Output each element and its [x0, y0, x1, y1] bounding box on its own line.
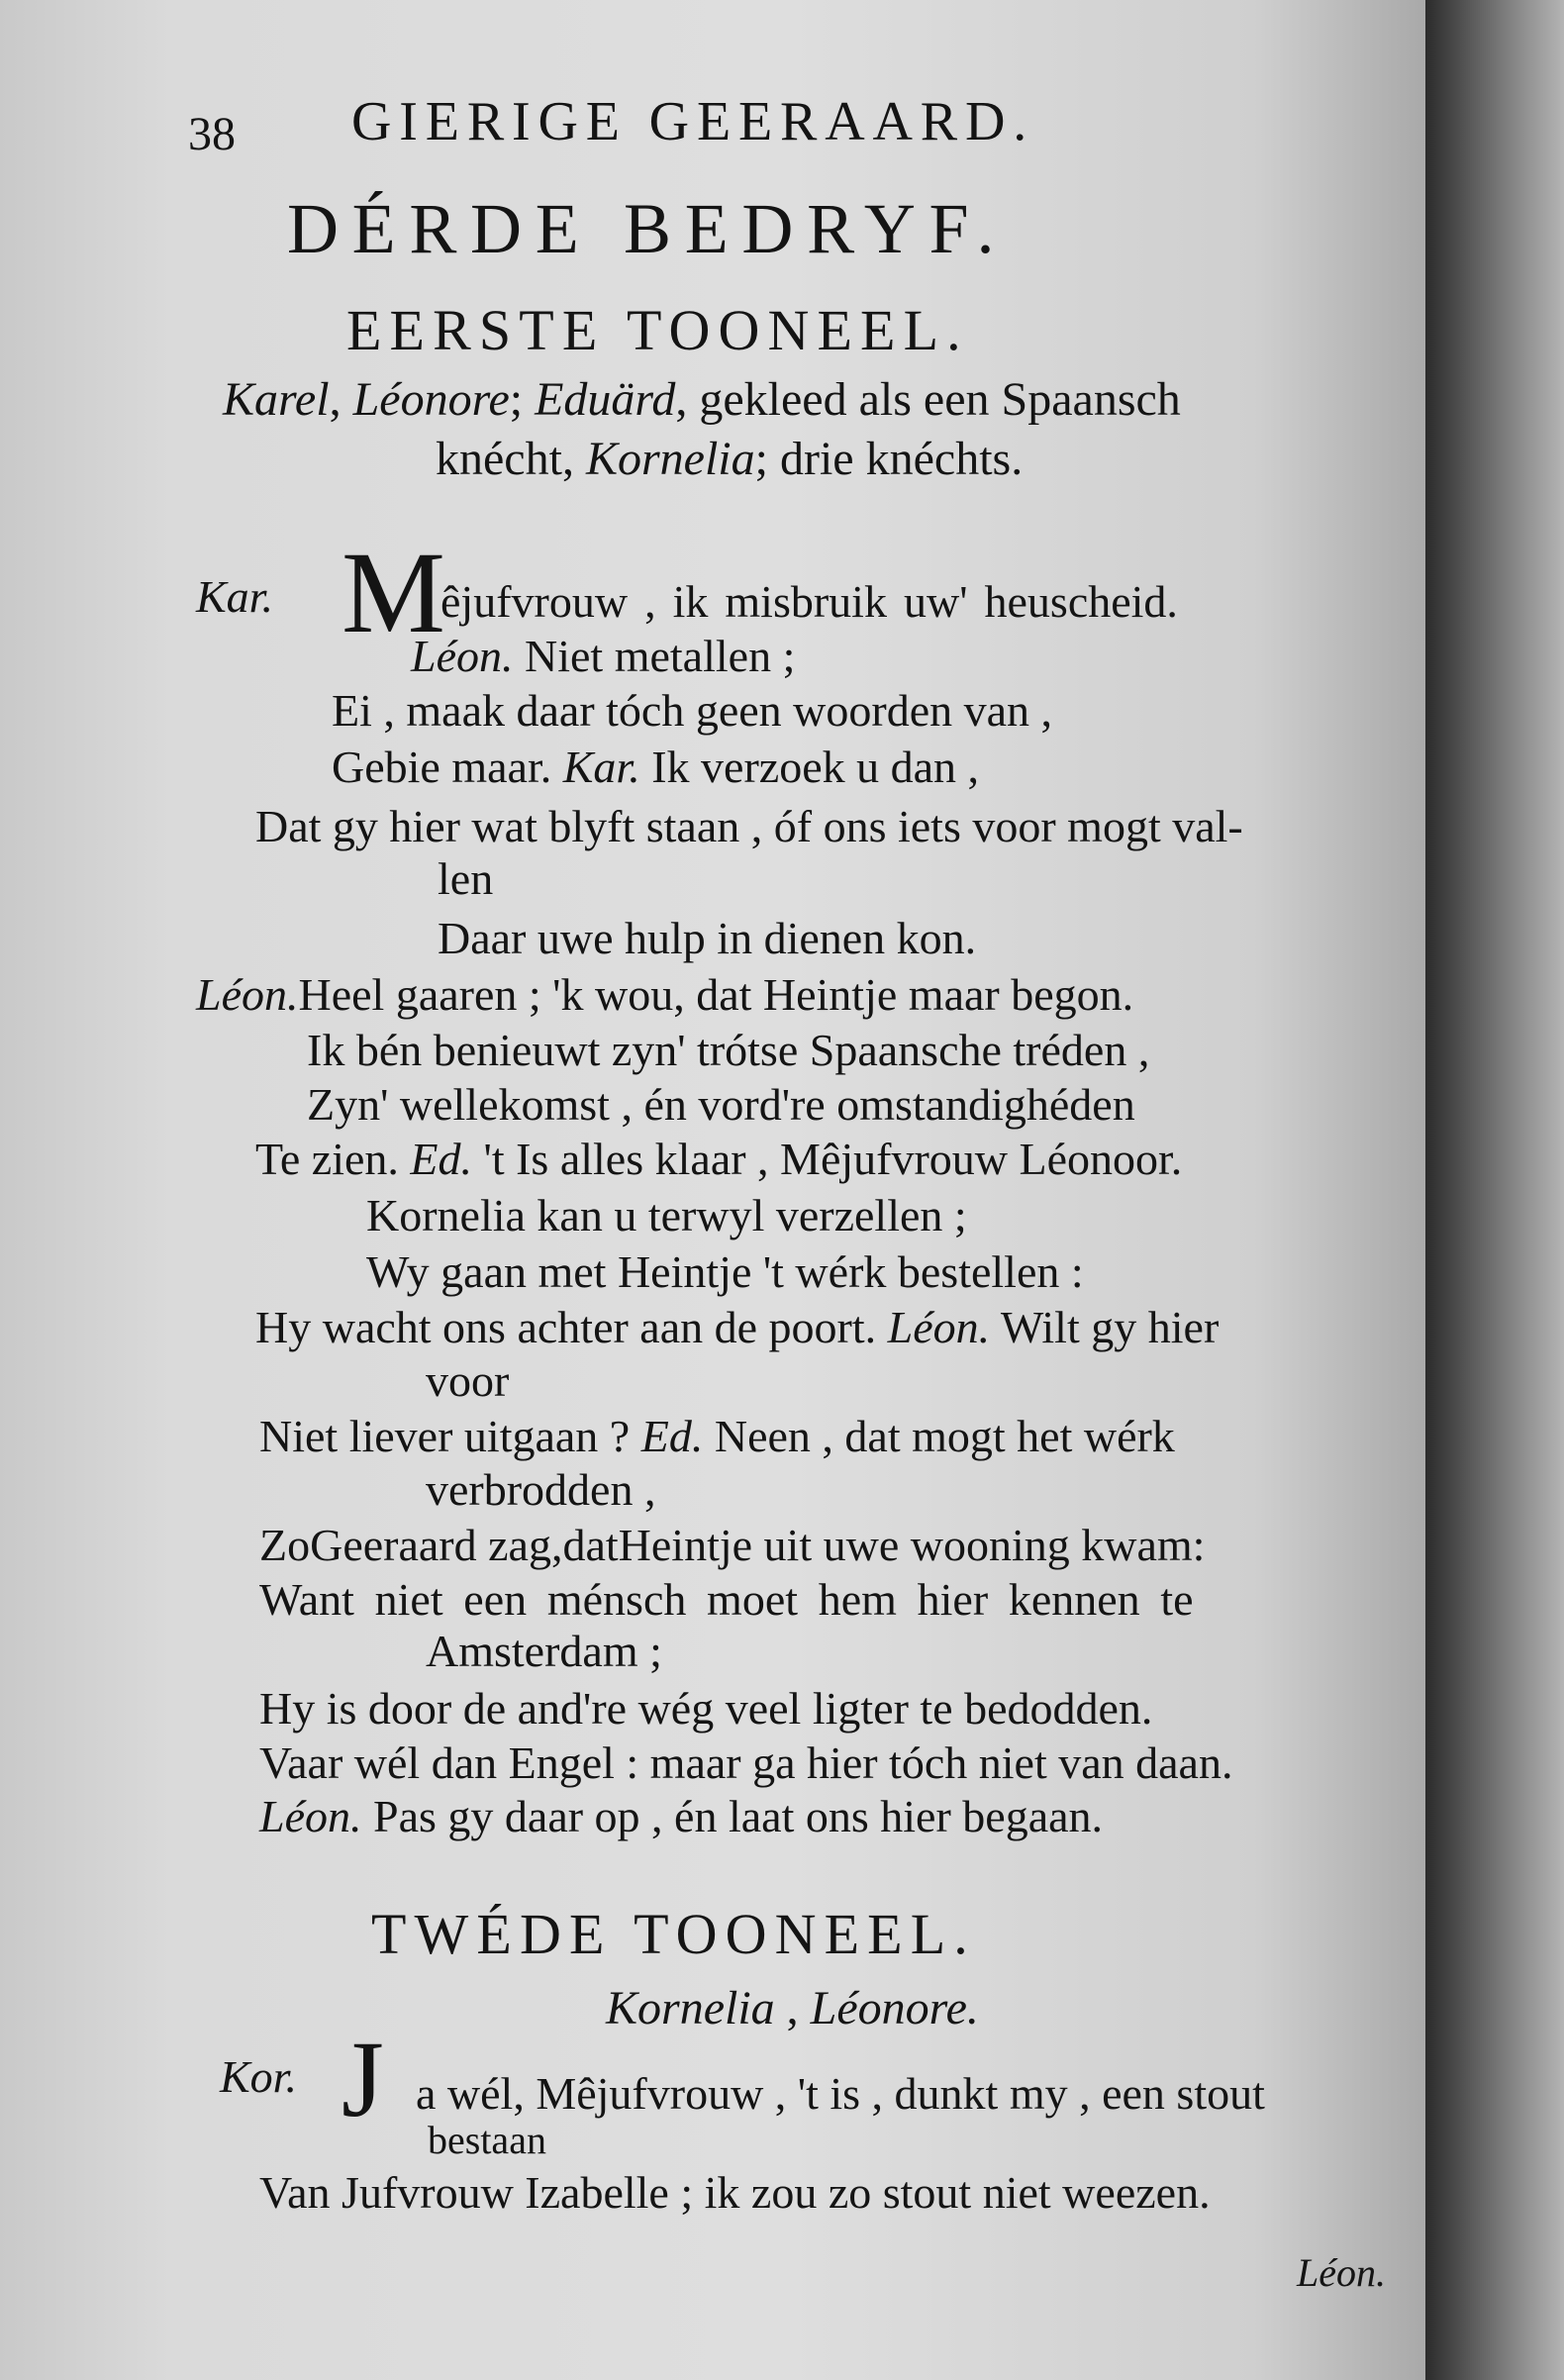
verse-line: len [438, 853, 494, 904]
verse-text: Te zien. [255, 1134, 411, 1184]
verse-line: Amsterdam ; [426, 1626, 662, 1676]
verse-line [196, 969, 1134, 1020]
cast-name: Kornelia [585, 433, 755, 485]
verse-line [220, 2051, 297, 2102]
cast-description: ; drie knéchts. [754, 433, 1024, 485]
verse-text: Heel gaaren ; 'k wou, dat Heintje maar begon. [298, 969, 1134, 1020]
verse-line [255, 1134, 1183, 1184]
cast-list [223, 373, 1181, 426]
verse-text: Niet liever uitgaan ? [259, 1411, 641, 1461]
cast-list-continued [436, 433, 1024, 485]
verse-line: Want niet een ménsch moet hem hier kennen te [259, 1574, 1194, 1625]
verse-line: Van Jufvrouw Izabelle ; ik zou zo stout niet weezen. [259, 2167, 1211, 2218]
verse-text: Wilt gy hier [1000, 1302, 1220, 1352]
verse-line [255, 1302, 1220, 1352]
verse-text: 't Is alles klaar , Mêjufvrouw Léonoor. [483, 1134, 1183, 1184]
verse-line [196, 571, 273, 622]
speaker-name: Léon. [259, 1791, 362, 1841]
speaker-name: Léon. [196, 969, 299, 1020]
verse-line: Wy gaan met Heintje 't wérk bestellen : [366, 1246, 1084, 1297]
speaker-name: Kar. [196, 571, 273, 622]
scene-title: EERSTE TOONEEL. [346, 298, 969, 362]
verse-text: Pas gy daar op , én laat ons hier begaan. [373, 1791, 1104, 1841]
cast-separator: ; [509, 373, 536, 426]
verse-text: Niet metallen ; [525, 631, 796, 681]
speaker-name: Ed. [640, 1411, 704, 1461]
verse-line [259, 1791, 1104, 1841]
verse-text: Ik verzoek u dan , [651, 742, 980, 792]
verse-text: Neen , dat mogt het wérk [714, 1411, 1175, 1461]
cast-name: Karel [223, 373, 330, 426]
act-title: DÉRDE BEDRYF. [287, 189, 1009, 268]
verse-line: Dat gy hier wat blyft staan , óf ons iets voor mogt val- [255, 801, 1243, 851]
verse-line: êjufvrouw , ik misbruik uw' heuscheid. [440, 576, 1178, 627]
speaker-name: Kor. [220, 2051, 297, 2102]
cast-name: Kornelia [606, 1982, 775, 2034]
verse-line: verbrodden , [426, 1464, 656, 1515]
verse-line: Hy is door de and're wég veel ligter te bedodden. [259, 1683, 1153, 1734]
page-number: 38 [188, 108, 236, 160]
catchword: Léon. [1297, 2250, 1386, 2295]
verse-line: voor [426, 1355, 510, 1406]
verse-line: Kornelia kan u terwyl verzellen ; [366, 1190, 967, 1240]
verse-line: Ik bén benieuwt zyn' trótse Spaansche tréden , [307, 1025, 1150, 1075]
verse-text: Hy wacht ons achter aan de poort. [255, 1302, 888, 1352]
scene-title: TWÉDE TOONEEL. [371, 1902, 976, 1966]
drop-capital: M [342, 528, 445, 657]
verse-line: Vaar wél dan Engel : maar ga hier tóch niet van daan. [259, 1737, 1233, 1788]
speaker-name: Kar. [562, 742, 640, 792]
verse-line: Zyn' wellekomst , én vord're omstandighéden [307, 1079, 1135, 1130]
verse-line: ZoGeeraard zag,datHeintje uit uwe wooning kwam: [259, 1520, 1206, 1570]
running-title: GIERIGE GEERAARD. [351, 91, 1035, 152]
speaker-name: Ed. [410, 1134, 473, 1184]
cast-separator: , [329, 373, 353, 426]
verse-text: Gebie maar. [332, 742, 563, 792]
cast-description: knécht, [436, 433, 586, 485]
cast-list [606, 1982, 979, 2034]
verse-line: a wél, Mêjufvrouw , 't is , dunkt my , een stout [416, 2068, 1265, 2119]
verse-line [332, 744, 979, 790]
cast-name: Léonore. [810, 1982, 979, 2034]
speaker-name: Léon. [411, 631, 514, 681]
cast-name: Léonore [352, 373, 510, 426]
verse-line: Daar uwe hulp in dienen kon. [438, 913, 977, 963]
speaker-name: Léon. [887, 1302, 991, 1352]
verse-line [411, 631, 796, 681]
cast-description: , gekleed als een Spaansch [675, 373, 1181, 426]
book-gutter [1425, 0, 1564, 2380]
verse-line: bestaan [428, 2118, 546, 2162]
cast-name: Eduärd [535, 373, 676, 426]
verse-line: Ei , maak daar tóch geen woorden van , [332, 685, 1053, 736]
drop-capital: J [342, 2019, 384, 2139]
verse-line [259, 1411, 1175, 1461]
cast-separator: , [774, 1982, 811, 2034]
